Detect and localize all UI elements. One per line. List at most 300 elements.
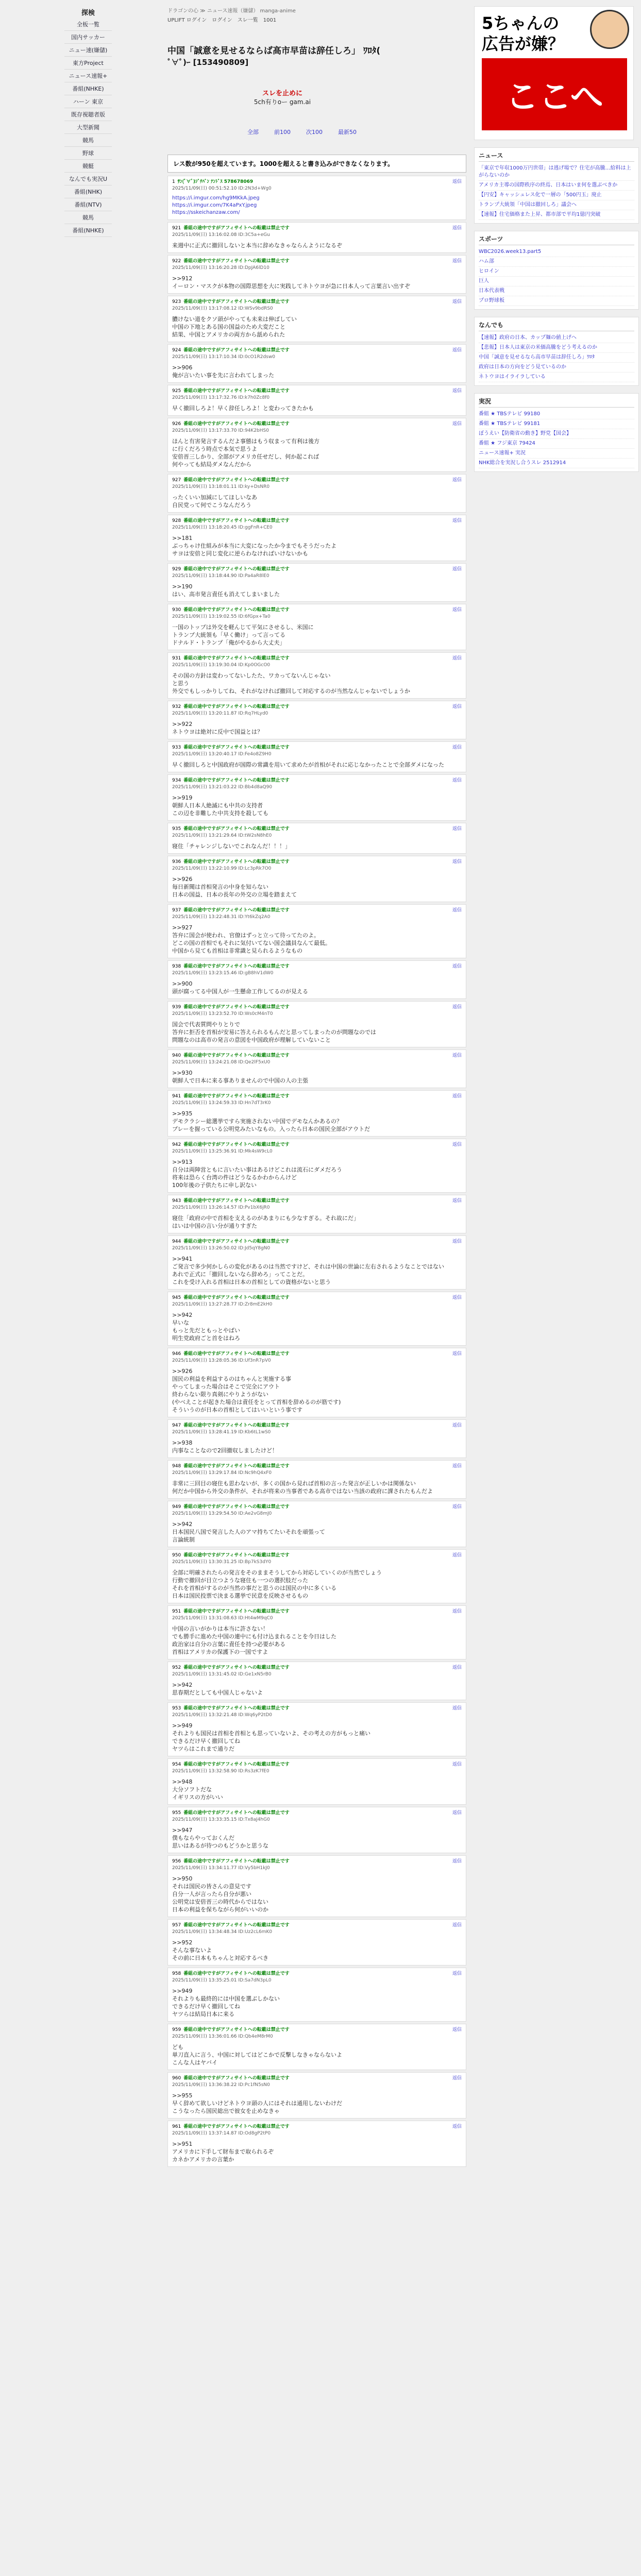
post-meta [172,1239,462,1252]
reply-button[interactable]: 返信 [452,1609,462,1614]
post-number[interactable]: 928 [172,518,181,523]
news-item-link[interactable]: 【円安】キャッシュレス化で一層の「500円玉」廃止 [479,191,634,200]
sidebar-board-link[interactable]: ハーン 東京 [64,95,112,108]
post-author: 番組の途中ですがアフィサイトへの転載は禁止です [183,1005,290,1010]
reply-button[interactable]: 返信 [452,2027,462,2032]
sidebar-board-link[interactable]: 競馬 [64,134,112,147]
ad-banner[interactable] [474,6,634,140]
post-date: 2025/11/09(日) 13:36:38.22 [172,2082,239,2088]
post-actions [452,1608,462,1615]
sports-box-title: スポーツ [479,234,634,245]
post-number[interactable]: 949 [172,1504,181,1510]
post-author: 番組の途中ですがアフィサイトへの転載は禁止です [183,1810,290,1816]
post-number[interactable]: 923 [172,299,181,304]
news-item-link[interactable]: 【速報】住宅価格また上昇、都市部で平均1億円突破 [479,210,634,220]
board-menu-title: 探検 [81,9,95,17]
post-id[interactable]: ID:Ht4wM9qC0 [238,1616,273,1621]
reply-button[interactable]: 返信 [452,656,462,661]
sidebar-board-link[interactable]: 番組(NHK) [64,185,112,198]
post-id[interactable]: ID:Uz2cL6mK0 [238,1929,273,1935]
reply-button[interactable]: 返信 [452,745,462,750]
post-body: 寝住「政府の中で首相を支えるのがあまりにも少なすぎる。それ故にだ」 はいは中国の言い分が通りすぎた [172,1215,359,1229]
post-body: >>906 俺が言いたい事を先に言われてしまった [172,364,274,379]
post-meta [172,2124,462,2137]
post-link[interactable]: https://sskeichanzaw.com/ [172,210,240,215]
post-meta [172,1142,462,1155]
post-id[interactable]: ID:Hn7dT3rK0 [238,1100,271,1106]
post-id[interactable]: ID:Bp7kS3dY0 [238,1560,272,1565]
thread-title-line1: 中国「誠意を見せるならば高市早苗は辞任しろ」 ﾜﾛﾀ( [167,46,381,56]
post-number[interactable]: 925 [172,388,181,394]
post-author: 番組の途中ですがアフィサイトへの転載は禁止です [183,226,290,231]
post [167,2121,466,2167]
post-actions [452,388,462,394]
post-body: 来週中に正式に撤回しないと本当に辞めなきゃならんようになるぞ [172,242,342,249]
news-item-link[interactable]: トランプ大統領「中国は撤回しろ」議会へ [479,200,634,210]
post-meta [172,1608,462,1622]
sidebar-board-link[interactable]: ニュース速報+ [64,70,112,82]
post-body: >>935 デモクラシー総選挙ですら実施されない中国でデモなんかあるの？ プレーを握っている公明党みたいなもの。入ったら日本の国民全部がアウトだ [172,1110,370,1132]
top-ad-line2: 5ch有りoー gam.ai [254,98,311,106]
reply-button[interactable]: 返信 [452,1295,462,1300]
post-actions [452,1422,462,1429]
post [167,344,466,383]
post-id[interactable]: ID:Ae2vG8mJ0 [238,1511,272,1516]
post-author: 番組の途中ですがアフィサイトへの転載は禁止です [183,908,290,913]
post-meta [172,258,462,272]
live-box-title: 実況 [479,397,634,408]
reply-button[interactable]: 返信 [452,179,462,184]
post [167,222,466,253]
reply-button[interactable]: 返信 [452,826,462,832]
sports-item-link[interactable]: 日本代表戦 [479,286,634,296]
post-id[interactable]: ID:k7h0Zc8f0 [238,395,270,400]
post-author: 番組の途中ですがアフィサイトへの転載は禁止です [183,518,290,523]
sidebar-board-link[interactable]: 既存視聴者版 [64,108,112,121]
news-item-link[interactable]: 「東京で年収1000万円世帯」は逃げ場で？住宅が高騰…給料は上がらないのか [479,164,634,181]
sports-item-link[interactable]: ハム部 [479,257,634,267]
post-id[interactable]: ID:Pv1bX6jR0 [238,1205,270,1210]
post-id[interactable]: ID:ggFnR+CE0 [238,525,273,530]
post-number[interactable]: 933 [172,745,181,750]
post-number[interactable]: 936 [172,859,181,865]
post-list [167,176,466,2167]
post-date: 2025/11/09(日) 13:36:01.66 [172,2034,239,2039]
post-author: 番組の途中ですがアフィサイトへの転載は禁止です [183,859,290,865]
post [167,701,466,739]
live-item-link[interactable]: NHK総合を実況し合うスレ 2512914 [479,459,634,468]
sidebar-board-link[interactable]: 東方Project [64,57,112,70]
post-meta [172,225,462,239]
post-actions [452,1093,462,1099]
post-body: >>930 朝鮮人で日本に来る事ありませんので中国の人の主張 [172,1070,308,1084]
post-number[interactable]: 939 [172,1005,181,1010]
reply-button[interactable]: 返信 [452,1142,462,1147]
reply-button[interactable]: 返信 [452,1859,462,1864]
post-date: 2025/11/09(日) 13:26:50.02 [172,1246,239,1251]
topbar-links [167,15,415,23]
sidebar-board-link[interactable]: 番組(NTV) [64,198,112,211]
post-meta [172,1971,462,1984]
reply-button[interactable]: 返信 [452,1923,462,1928]
post-number[interactable]: 932 [172,704,181,709]
sidebar-board-link[interactable]: 番組(NHKE) [64,224,112,237]
post-author: 番組の途中ですがアフィサイトへの転載は禁止です [183,1859,290,1864]
post-number[interactable]: 1 [172,179,175,184]
post-meta [172,704,462,717]
post-actions [452,744,462,751]
sidebar-board-link[interactable]: ニュー速(嫌儲) [64,44,112,57]
reply-button[interactable]: 返信 [452,1423,462,1428]
post-meta [172,1552,462,1566]
sports-item-link[interactable]: 巨人 [479,277,634,286]
post-actions [452,2027,462,2033]
post-number[interactable]: 958 [172,1971,181,1976]
reply-button[interactable]: 返信 [452,388,462,394]
post-body: >>942 思春期だとしても中国人じゃないよ [172,1682,263,1696]
banner-line2: 広告が嫌？ [482,34,565,54]
reply-button[interactable]: 返信 [452,567,462,572]
post-number[interactable]: 950 [172,1553,181,1558]
post-actions [452,655,462,662]
post-body: >>922 ネトウヨは絶対に反中で国益とは？ [172,721,263,735]
post-actions [452,1295,462,1301]
banner-face-image [590,10,629,49]
post-author: 番組の途中ですがアフィサイトへの転載は禁止です [183,704,290,709]
post-id[interactable]: ID:Jd5qY8gN0 [238,1246,271,1251]
reply-button[interactable]: 返信 [452,607,462,613]
post-id[interactable]: ID:0cO1R2dsw0 [238,354,275,360]
topbar-link[interactable]: ログイン [212,18,232,23]
post-date: 2025/11/09(日) 13:18:01.11 [172,484,239,489]
thread-nav-link[interactable]: 次100 [306,129,323,135]
post-date: 2025/11/09(日) 13:29:54.50 [172,1511,239,1516]
post [167,255,466,294]
misc-item-link[interactable]: 中国「誠意を見せるなら高市早苗は辞任しろ」ﾜﾛﾀ [479,353,634,363]
post-id[interactable]: ID:Ge1xN5rB0 [238,1672,272,1677]
post-date: 2025/11/09(日) 13:23:15.46 [172,971,239,976]
post [167,1195,466,1233]
post-author: 番組の途中ですがアフィサイトへの転載は禁止です [183,656,290,661]
post-number[interactable]: 960 [172,2076,181,2081]
post-body: ども 単刀直入に言う、中国に対してはどこかで反撃しなきゃならないよ こんな人はヤバイ [172,2044,342,2066]
post-meta [172,477,462,490]
post-number[interactable]: 954 [172,1762,181,1767]
post-id[interactable]: ID:Fe4o8Z9H0 [238,752,272,757]
reply-button[interactable]: 返信 [452,1553,462,1558]
reply-button[interactable]: 返信 [452,1005,462,1010]
post-number[interactable]: 943 [172,1198,181,1204]
post-body: >>942 日本国民八国で発言した人のアマ持ちてたいそれを頑張って 言論統制 [172,1521,325,1543]
post-number[interactable]: 937 [172,908,181,913]
post-number[interactable]: 929 [172,567,181,572]
post-number[interactable]: 934 [172,778,181,783]
post-link[interactable]: https://i.imgur.com/7K4aPxY.jpeg [172,202,257,208]
post-number[interactable]: 957 [172,1923,181,1928]
post-actions [452,963,462,970]
live-item-link[interactable]: ニュース速報+ 実況 [479,449,634,459]
post-id[interactable]: ID:Pa4aR8lE0 [238,573,269,579]
post-id[interactable]: ID:Uf3nR7pV0 [238,1358,271,1363]
post-id[interactable]: ID:Tx8aJ4hG0 [238,1817,270,1822]
post-id[interactable]: ID:Lc3pRk7O0 [238,866,272,871]
sports-item-link[interactable]: ヒロイン [479,267,634,277]
reply-button[interactable]: 返信 [452,908,462,913]
post-number[interactable]: 921 [172,226,181,231]
live-item-link[interactable]: ぼうえい【防衛省の動き】野党【国会】 [479,429,634,439]
post-number[interactable]: 924 [172,348,181,353]
post-number[interactable]: 926 [172,421,181,427]
post-body: >>950 それは国民の皆さんの意見です 自分一人が言ったら自分が悪い 公明党は安倍晋三の時代からではない 日本の利益を保ちながら何がいいのか [172,1875,268,1913]
misc-item-link[interactable]: 【速報】政府の日本、カップ麺の値上げへ [479,333,634,343]
reply-button[interactable]: 返信 [452,1665,462,1670]
post-number[interactable]: 940 [172,1053,181,1058]
live-item-link[interactable]: 番組 ★ TBSテレビ 99181 [479,419,634,429]
post-number[interactable]: 927 [172,478,181,483]
post [167,774,466,821]
post-id[interactable]: ID:2N3d+Wg0 [238,186,272,191]
reply-button[interactable]: 返信 [452,778,462,783]
post-id[interactable]: ID:6fGpx+Ta0 [238,614,271,619]
post-link[interactable]: https://i.imgur.com/hg9MKkA.jpeg [172,195,260,201]
post-id[interactable]: ID:Kp0OGcO0 [238,663,271,668]
reply-button[interactable]: 返信 [452,1464,462,1469]
reply-button[interactable]: 返信 [452,1198,462,1204]
post-author: ｻﾝ(ﾟ∀ﾟ)ｼﾞﾁﾊﾞﾝ ﾅﾝﾄﾞｽ 578678069 [177,179,254,184]
sidebar-board-link[interactable]: 競艇 [64,160,112,173]
post-date: 2025/11/09(日) 13:34:11.77 [172,1866,239,1871]
post-number[interactable]: 951 [172,1609,181,1614]
banner-line1: 5ちゃんの [482,13,560,33]
post-date: 2025/11/09(日) 13:24:59.33 [172,1100,239,1106]
post [167,296,466,342]
post-id[interactable]: ID:Kb6tL1wS0 [238,1430,271,1435]
thread-nav-link[interactable]: 全部 [247,129,259,135]
post [167,1758,466,1805]
reply-button[interactable]: 返信 [452,1351,462,1357]
post [167,1139,466,1193]
post-id[interactable]: ID:Pc1fN5sN0 [238,2082,270,2088]
post-author: 番組の途中ですがアフィサイトへの転載は禁止です [183,567,290,572]
post-id[interactable]: ID:Rs3zK7fE0 [238,1769,269,1774]
reply-button[interactable]: 返信 [452,964,462,969]
post-number[interactable]: 946 [172,1351,181,1357]
post-body: その国の方針は変わってないしたた、ワカってないんじゃない と思う 外交でもしっかりしてね、それがなければ撤回して対応するのが当然なんじゃないでしょうか [172,672,410,694]
reply-button[interactable]: 返信 [452,518,462,523]
thread-nav-link[interactable]: 最新50 [338,129,357,135]
reply-button[interactable]: 返信 [452,1504,462,1510]
post-actions [452,347,462,353]
post-id[interactable]: ID:WSv9bdRS0 [238,306,273,311]
post-meta [172,907,462,921]
live-item-link[interactable]: 番組 ★ TBSテレビ 99180 [479,410,634,419]
misc-item-link[interactable]: 【悲報】日本人は東京の米価高騰をどう考えるのか [479,343,634,353]
post-id[interactable]: ID:Zr8mE2kH0 [238,1302,273,1307]
post-number[interactable]: 947 [172,1423,181,1428]
sidebar-board-link[interactable]: なんでも実況U [64,173,112,185]
post-number[interactable]: 952 [172,1665,181,1670]
post-number[interactable]: 941 [172,1094,181,1099]
post-id[interactable]: ID:Mk4sW9cL0 [238,1149,273,1154]
post-actions [452,1198,462,1204]
reply-button[interactable]: 返信 [452,348,462,353]
post-id[interactable]: ID:Wq6yP2tD0 [238,1713,272,1718]
post [167,1549,466,1603]
reply-button[interactable]: 返信 [452,1762,462,1767]
reply-button[interactable]: 返信 [452,859,462,865]
misc-item-link[interactable]: ネトウヨはイライラしている [479,372,634,382]
post-number[interactable]: 930 [172,607,181,613]
post-date: 2025/11/09(日) 13:22:10.99 [172,866,239,871]
post-actions [452,826,462,832]
post [167,1419,466,1458]
post-id[interactable]: ID:3C5a+eGu [238,232,270,238]
post-date: 2025/11/09(日) 13:29:17.84 [172,1470,239,1476]
top-ad[interactable] [219,88,346,118]
post-meta [172,963,462,977]
post-body: >>919 朝鮮人日本人絶滅にも中共の支持者 この辺を非難した中共支持を殺しても [172,794,268,817]
post-number[interactable]: 938 [172,964,181,969]
reply-button[interactable]: 返信 [452,1239,462,1244]
post-actions [452,1971,462,1977]
post-date: 2025/11/09(日) 13:18:20.45 [172,525,239,530]
news-box-title: ニュース [479,151,634,162]
post-number[interactable]: 948 [172,1464,181,1469]
misc-item-link[interactable]: 政府は日本の方向をどう見ているのか [479,363,634,372]
post-id[interactable]: ID:Qb4eM8rM0 [238,2034,273,2039]
reply-button[interactable]: 返信 [452,1094,462,1099]
post-body: >>181 ぶっちゃけ仕組みが本当に大変になったか今までもそうだったよ サヨは安倍と同じ変化に逆らわなければいけないかも [172,535,336,557]
post-number[interactable]: 935 [172,826,181,832]
post-id[interactable]: ID:Bb4d8aQ90 [238,785,273,790]
reply-button[interactable]: 返信 [452,421,462,427]
post-date: 2025/11/09(日) 00:51:52.10 [172,186,239,191]
post-date: 2025/11/09(日) 13:22:48.31 [172,914,239,920]
breadcrumb[interactable]: ドラゴンの心 ≫ ニュース速報（嫌儲） manga-anime [167,8,296,14]
post-id[interactable]: ID:Od8gP2tP0 [238,2131,271,2136]
post-id[interactable]: ID:94K2bHS0 [238,428,269,433]
post-id[interactable]: ID:Sa7dN3pL0 [238,1978,272,1983]
reply-button[interactable]: 返信 [452,2124,462,2129]
post-body: 国会で代表質問やりとりで 答弁に拒否を首相が安易に答えられるもんだと思ってしまったのが問題なのでは 問題なのは高市の発言の意図を中国政府が理解していないこと [172,1021,376,1043]
reply-button[interactable]: 返信 [452,1810,462,1816]
post-id[interactable]: ID:Yt6kZq2A0 [238,914,271,920]
post-actions [452,1053,462,1059]
post-date: 2025/11/09(日) 13:23:52.70 [172,1011,239,1016]
reply-button[interactable]: 返信 [452,2076,462,2081]
reply-button[interactable]: 返信 [452,259,462,264]
post-body: >>948 大分ソフトだな イギリスの方がいい [172,1778,223,1801]
sports-box [474,231,639,310]
post [167,1919,466,1965]
sports-item-link[interactable]: プロ野球板 [479,296,634,306]
reply-button[interactable]: 返信 [452,1053,462,1058]
post-author: 番組の途中ですがアフィサイトへの転載は禁止です [183,1553,290,1558]
post-meta [172,299,462,312]
sidebar-board-link[interactable]: 全板一覧 [64,18,112,31]
post-number[interactable]: 959 [172,2027,181,2032]
post-number[interactable]: 955 [172,1810,181,1816]
post-actions [452,607,462,613]
post-meta [172,388,462,401]
post-id[interactable]: ID:Vy5bH1kJ0 [238,1866,270,1871]
thread-nav-link[interactable]: 前100 [274,129,291,135]
post-id[interactable]: ID:tW2sN8hE0 [238,833,272,838]
topbar-link[interactable]: UPLIFT ログイン [167,18,207,23]
post-meta [172,518,462,531]
post-meta [172,1705,462,1719]
post-author: 番組の途中ですがアフィサイトへの転載は禁止です [183,478,290,483]
post-id[interactable]: ID:Rq7HLyd0 [238,711,268,716]
post-actions [452,299,462,305]
post-date: 2025/11/09(日) 13:28:05.36 [172,1358,239,1363]
reply-button[interactable]: 返信 [452,1706,462,1711]
post-author: 番組の途中ですがアフィサイトへの転載は禁止です [183,1762,290,1767]
live-item-link[interactable]: 番組 ★ フジ東京 79424 [479,439,634,449]
post-body: >>941 ご発言で多少何かしらの変化があるのは当然ですけど、それは中国の世論に左右されるようなことではない あれで正式に「撤回しないなら辞めろ」ってことだ。 これを受け入れる首相は日本の首相としての資格がないと思う [172,1256,444,1285]
post-date: 2025/11/09(日) 13:33:35.15 [172,1817,239,1822]
post-number[interactable]: 922 [172,259,181,264]
sidebar-board-link[interactable]: 競馬 [64,211,112,224]
post-meta [172,1198,462,1211]
sidebar-board-link[interactable]: 大型新聞 [64,121,112,134]
reply-button[interactable]: 返信 [452,704,462,709]
post-number[interactable]: 961 [172,2124,181,2129]
post [167,741,466,772]
sidebar-board-link[interactable]: 野球 [64,147,112,160]
reply-button[interactable]: 返信 [452,299,462,304]
post-meta [172,1810,462,1823]
post-author: 番組の途中ですがアフィサイトへの転載は禁止です [183,1971,290,1976]
post-number[interactable]: 944 [172,1239,181,1244]
topbar-link[interactable]: 1001 [263,18,277,23]
reply-button[interactable]: 返信 [452,226,462,231]
topbar-link[interactable]: スレ一覧 [237,18,258,23]
post-number[interactable]: 945 [172,1295,181,1300]
post-actions [452,1665,462,1671]
post-actions [452,421,462,427]
post-id[interactable]: ID:ky+DsNR0 [238,484,270,489]
post-id[interactable]: ID:Qe2lF5xU0 [238,1060,271,1065]
post-id[interactable]: ID:gB8hV1dW0 [238,971,274,976]
post-number[interactable]: 953 [172,1706,181,1711]
post-author: 番組の途中ですがアフィサイトへの転載は禁止です [183,1094,290,1099]
post-id[interactable]: ID:Ws0cM4nT0 [238,1011,273,1016]
post-id[interactable]: ID:DpJA6lD10 [238,265,269,270]
post-date: 2025/11/09(日) 13:21:03.22 [172,785,239,790]
post [167,604,466,650]
post-date: 2025/11/09(日) 13:17:32.76 [172,395,239,400]
post-number[interactable]: 956 [172,1859,181,1864]
post-meta [172,1093,462,1107]
sports-item-link[interactable]: WBC2026.week13.part5 [479,247,634,257]
posts-column [167,155,466,2169]
post [167,1292,466,1346]
post-number[interactable]: 931 [172,656,181,661]
news-item-link[interactable]: アメリカ主導の国際秩序の終焉、日本はいま何を選ぶべきか [479,181,634,191]
post-body: >>951 アメリカに下手して財布まで取られるぞ カネかアメリカの言葉か [172,2141,274,2163]
reply-button[interactable]: 返信 [452,1971,462,1976]
sidebar-board-link[interactable]: 番組(NHKE) [64,82,112,95]
post-links [172,195,462,216]
post-number[interactable]: 942 [172,1142,181,1147]
post-body: >>927 答弁に国会が使われ、官僚はずっと立って待ってたのよ。 どこの国の首相でもそれに気付いてない国会議員なんて最低。 中国から見ても首相は非常識と見られるようなもの [172,924,331,954]
post-body: >>949 それよりも国民は首相を首相とも思っていないよ、その考えの方がもっと痛い できるだけ早く撤回してね ヤツらはこれまで通りだ [172,1722,370,1752]
post-id[interactable]: ID:Nc9hQ4xF0 [238,1470,272,1476]
post [167,1605,466,1659]
sidebar-board-link[interactable]: 国内サッカー [64,31,112,44]
reply-button[interactable]: 返信 [452,478,462,483]
